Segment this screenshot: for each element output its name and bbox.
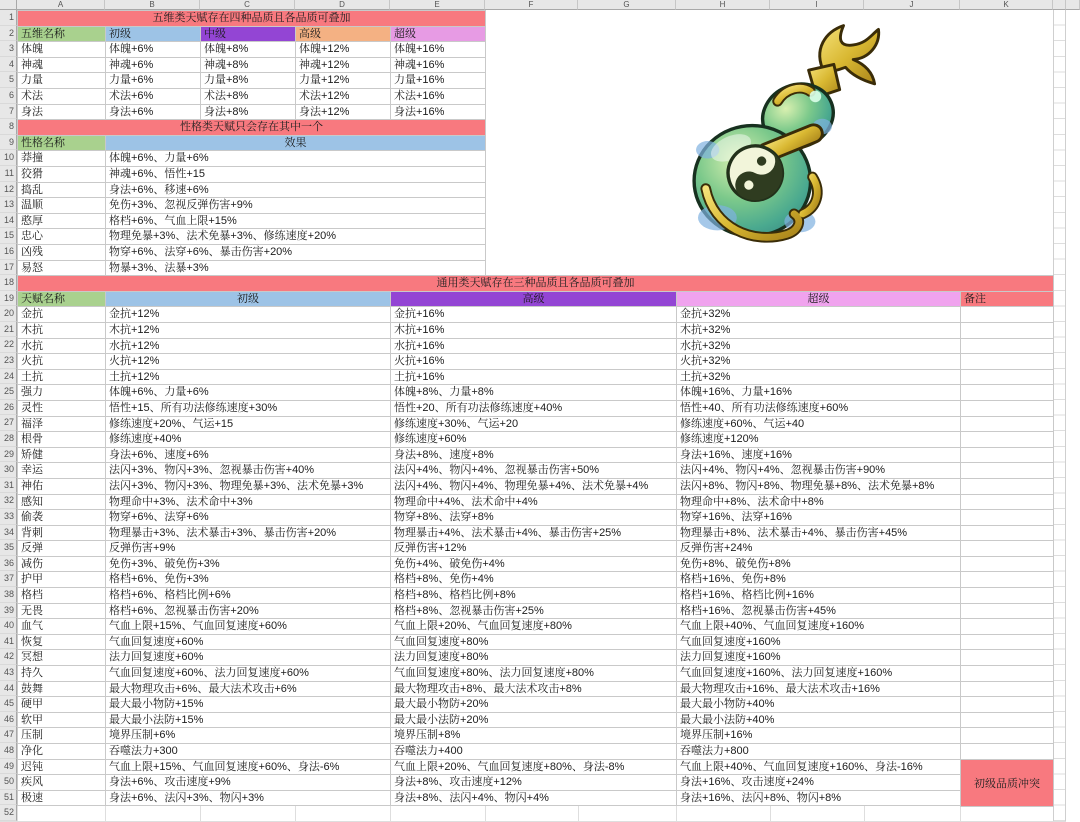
row-header-8[interactable]: 8 bbox=[0, 119, 17, 135]
talent-value-cell[interactable]: 水抗+16% bbox=[391, 339, 677, 355]
column-header-F[interactable]: F bbox=[485, 0, 578, 10]
talent-value-cell[interactable]: 修练速度+120% bbox=[677, 432, 961, 448]
talent-value-cell[interactable]: 物理免暴+3%、法术免暴+3%、修练速度+20% bbox=[106, 229, 486, 245]
talent-name-cell[interactable]: 极速 bbox=[18, 791, 106, 807]
talent-value-cell[interactable] bbox=[961, 619, 1054, 635]
row-header-49[interactable]: 49 bbox=[0, 759, 17, 775]
talent-value-cell[interactable]: 格档+8%、免伤+4% bbox=[391, 572, 677, 588]
talent-value-cell[interactable]: 气血回复速度+60%、法力回复速度+60% bbox=[106, 666, 391, 682]
talent-value-cell[interactable]: 神魂+12% bbox=[296, 58, 391, 74]
row-header-18[interactable]: 18 bbox=[0, 275, 17, 291]
talent-value-cell[interactable]: 修练速度+40% bbox=[106, 432, 391, 448]
talent-value-cell[interactable]: 体魄+8%、力量+8% bbox=[391, 385, 677, 401]
talent-value-cell[interactable]: 物理命中+8%、法术命中+8% bbox=[677, 495, 961, 511]
row-header-7[interactable]: 7 bbox=[0, 104, 17, 120]
header-cell[interactable]: 备注 bbox=[961, 292, 1054, 308]
header-cell[interactable]: 超级 bbox=[391, 27, 486, 43]
talent-value-cell[interactable]: 格档+6%、气血上限+15% bbox=[106, 214, 486, 230]
column-header-clipped[interactable] bbox=[1066, 0, 1080, 10]
talent-value-cell[interactable]: 吞噬法力+300 bbox=[106, 744, 391, 760]
header-cell[interactable]: 超级 bbox=[677, 292, 961, 308]
row-header-30[interactable]: 30 bbox=[0, 462, 17, 478]
talent-value-cell[interactable]: 格档+16%、免伤+8% bbox=[677, 572, 961, 588]
talent-value-cell[interactable]: 最大物理攻击+6%、最大法术攻击+6% bbox=[106, 682, 391, 698]
talent-value-cell[interactable]: 最大最小法防+20% bbox=[391, 713, 677, 729]
row-header-6[interactable]: 6 bbox=[0, 88, 17, 104]
talent-name-cell[interactable]: 格档 bbox=[18, 588, 106, 604]
note-merged-cell[interactable]: 初级品质冲突 bbox=[960, 759, 1054, 807]
column-header-K[interactable]: K bbox=[960, 0, 1053, 10]
talent-value-cell[interactable]: 身法+16% bbox=[391, 105, 486, 121]
talent-value-cell[interactable]: 法力回复速度+160% bbox=[677, 650, 961, 666]
row-header-13[interactable]: 13 bbox=[0, 197, 17, 213]
gridline-tick bbox=[295, 806, 296, 822]
row-header-22[interactable]: 22 bbox=[0, 337, 17, 353]
talent-value-cell[interactable]: 反弹伤害+24% bbox=[677, 541, 961, 557]
talent-value-cell[interactable]: 免伤+8%、破免伤+8% bbox=[677, 557, 961, 573]
talent-value-cell[interactable]: 神魂+6% bbox=[106, 58, 201, 74]
talent-value-cell[interactable]: 金抗+12% bbox=[106, 307, 391, 323]
row-header-15[interactable]: 15 bbox=[0, 228, 17, 244]
talent-value-cell[interactable] bbox=[961, 635, 1054, 651]
talent-value-cell[interactable]: 境界压制+6% bbox=[106, 728, 391, 744]
column-header-H[interactable]: H bbox=[676, 0, 770, 10]
column-header-E[interactable]: E bbox=[390, 0, 485, 10]
talent-value-cell[interactable]: 修练速度+20%、气运+15 bbox=[106, 417, 391, 433]
talent-name-cell[interactable]: 压制 bbox=[18, 728, 106, 744]
talent-value-cell[interactable]: 身法+16%、法闪+8%、物闪+8% bbox=[677, 791, 961, 807]
talent-value-cell[interactable]: 免伤+4%、破免伤+4% bbox=[391, 557, 677, 573]
talent-name-cell[interactable]: 鼓舞 bbox=[18, 682, 106, 698]
talent-value-cell[interactable] bbox=[961, 510, 1054, 526]
talent-name-cell[interactable]: 火抗 bbox=[18, 354, 106, 370]
talent-value-cell[interactable]: 身法+6%、速度+6% bbox=[106, 448, 391, 464]
column-header-C[interactable]: C bbox=[200, 0, 295, 10]
talent-value-cell[interactable]: 力量+8% bbox=[201, 73, 296, 89]
row-header-19[interactable]: 19 bbox=[0, 291, 17, 307]
talent-value-cell[interactable]: 物穿+6%、法穿+6%、暴击伤害+20% bbox=[106, 245, 486, 261]
talent-value-cell[interactable] bbox=[961, 604, 1054, 620]
column-header-G[interactable]: G bbox=[578, 0, 676, 10]
row-header-4[interactable]: 4 bbox=[0, 57, 17, 73]
talent-value-cell[interactable] bbox=[961, 697, 1054, 713]
talent-value-cell[interactable]: 法力回复速度+80% bbox=[391, 650, 677, 666]
talent-value-cell[interactable] bbox=[961, 728, 1054, 744]
talent-value-cell[interactable]: 身法+16%、攻击速度+24% bbox=[677, 775, 961, 791]
gridline-tick bbox=[676, 806, 677, 822]
header-cell[interactable]: 初级 bbox=[106, 292, 391, 308]
row-header-42[interactable]: 42 bbox=[0, 649, 17, 665]
talent-value-cell[interactable]: 悟性+40、所有功法修练速度+60% bbox=[677, 401, 961, 417]
column-headers bbox=[17, 0, 1080, 10]
talent-value-cell[interactable]: 最大最小物防+40% bbox=[677, 697, 961, 713]
row-header-34[interactable]: 34 bbox=[0, 525, 17, 541]
talent-value-cell[interactable]: 悟性+20、所有功法修练速度+40% bbox=[391, 401, 677, 417]
talent-value-cell[interactable]: 火抗+12% bbox=[106, 354, 391, 370]
row-header-20[interactable]: 20 bbox=[0, 306, 17, 322]
talent-value-cell[interactable]: 气血回复速度+80% bbox=[391, 635, 677, 651]
talent-value-cell[interactable]: 法闪+3%、物闪+3%、物理免暴+3%、法术免暴+3% bbox=[106, 479, 391, 495]
talent-value-cell[interactable]: 神魂+6%、悟性+15 bbox=[106, 167, 486, 183]
talent-value-cell[interactable] bbox=[961, 385, 1054, 401]
talent-name-cell[interactable]: 冥想 bbox=[18, 650, 106, 666]
gridline-tick bbox=[770, 806, 771, 822]
row-header-35[interactable]: 35 bbox=[0, 540, 17, 556]
talent-value-cell[interactable]: 最大最小物防+15% bbox=[106, 697, 391, 713]
header-cell[interactable]: 性格名称 bbox=[18, 136, 106, 152]
talent-value-cell[interactable]: 身法+6%、移速+6% bbox=[106, 183, 486, 199]
talent-value-cell[interactable]: 身法+8% bbox=[201, 105, 296, 121]
talent-value-cell[interactable]: 最大最小法防+40% bbox=[677, 713, 961, 729]
talent-name-cell[interactable]: 根骨 bbox=[18, 432, 106, 448]
talent-value-cell[interactable]: 水抗+12% bbox=[106, 339, 391, 355]
talent-name-cell[interactable]: 硬甲 bbox=[18, 697, 106, 713]
talent-name-cell[interactable]: 背刺 bbox=[18, 526, 106, 542]
row-header-32[interactable]: 32 bbox=[0, 493, 17, 509]
talent-name-cell[interactable]: 莽撞 bbox=[18, 151, 106, 167]
header-cell[interactable]: 初级 bbox=[106, 27, 201, 43]
row-header-48[interactable]: 48 bbox=[0, 743, 17, 759]
talent-name-cell[interactable]: 水抗 bbox=[18, 339, 106, 355]
row-header-44[interactable]: 44 bbox=[0, 681, 17, 697]
talent-value-cell[interactable]: 物穿+8%、法穿+8% bbox=[391, 510, 677, 526]
talent-value-cell[interactable]: 法闪+4%、物闪+4%、物理免暴+4%、法术免暴+4% bbox=[391, 479, 677, 495]
talent-name-cell[interactable]: 持久 bbox=[18, 666, 106, 682]
talent-value-cell[interactable]: 反弹伤害+9% bbox=[106, 541, 391, 557]
gridline-tick bbox=[578, 806, 579, 822]
talent-value-cell[interactable]: 悟性+15、所有功法修练速度+30% bbox=[106, 401, 391, 417]
talent-value-cell[interactable]: 神魂+16% bbox=[391, 58, 486, 74]
talent-value-cell[interactable] bbox=[961, 572, 1054, 588]
talent-name-cell[interactable]: 恢复 bbox=[18, 635, 106, 651]
talent-name-cell[interactable]: 迟钝 bbox=[18, 760, 106, 776]
column-header-I[interactable]: I bbox=[770, 0, 864, 10]
talent-name-cell[interactable]: 憨厚 bbox=[18, 214, 106, 230]
talent-value-cell[interactable]: 金抗+32% bbox=[677, 307, 961, 323]
talent-value-cell[interactable]: 身法+8%、攻击速度+12% bbox=[391, 775, 677, 791]
talent-name-cell[interactable]: 软甲 bbox=[18, 713, 106, 729]
talent-value-cell[interactable]: 水抗+32% bbox=[677, 339, 961, 355]
talent-value-cell[interactable]: 吞噬法力+800 bbox=[677, 744, 961, 760]
gridline-tick bbox=[390, 806, 391, 822]
row-header-14[interactable]: 14 bbox=[0, 213, 17, 229]
row-header-23[interactable]: 23 bbox=[0, 353, 17, 369]
talent-value-cell[interactable]: 格档+6%、格档比例+6% bbox=[106, 588, 391, 604]
row-header-33[interactable]: 33 bbox=[0, 509, 17, 525]
gridline-tick bbox=[960, 806, 961, 822]
header-cell[interactable]: 中级 bbox=[201, 27, 296, 43]
row-header-50[interactable]: 50 bbox=[0, 774, 17, 790]
personality-talent-table bbox=[17, 119, 486, 276]
talent-value-cell[interactable]: 物理暴击+8%、法术暴击+4%、暴击伤害+45% bbox=[677, 526, 961, 542]
talent-value-cell[interactable]: 体魄+6%、力量+6% bbox=[106, 385, 391, 401]
talent-value-cell[interactable]: 境界压制+16% bbox=[677, 728, 961, 744]
header-cell[interactable]: 高级 bbox=[391, 292, 677, 308]
row-header-39[interactable]: 39 bbox=[0, 603, 17, 619]
talent-value-cell[interactable]: 气血上限+15%、气血回复速度+60% bbox=[106, 619, 391, 635]
talent-value-cell[interactable] bbox=[961, 557, 1054, 573]
talent-value-cell[interactable]: 体魄+6% bbox=[106, 42, 201, 58]
talent-value-cell[interactable]: 境界压制+8% bbox=[391, 728, 677, 744]
row-header-26[interactable]: 26 bbox=[0, 400, 17, 416]
talent-value-cell[interactable]: 法闪+4%、物闪+4%、忽视暴击伤害+90% bbox=[677, 463, 961, 479]
row-header-38[interactable]: 38 bbox=[0, 587, 17, 603]
talent-value-cell[interactable]: 身法+6%、法闪+3%、物闪+3% bbox=[106, 791, 391, 807]
talent-value-cell[interactable]: 术法+12% bbox=[296, 89, 391, 105]
talent-value-cell[interactable]: 物穿+6%、法穿+6% bbox=[106, 510, 391, 526]
row-header-10[interactable]: 10 bbox=[0, 150, 17, 166]
table-title-cell[interactable]: 五维类天赋存在四种品质且各品质可叠加 bbox=[18, 11, 486, 27]
talent-value-cell[interactable]: 体魄+16% bbox=[391, 42, 486, 58]
gridline-tick bbox=[200, 806, 201, 822]
talent-value-cell[interactable]: 身法+12% bbox=[296, 105, 391, 121]
talent-value-cell[interactable]: 最大物理攻击+16%、最大法术攻击+16% bbox=[677, 682, 961, 698]
talent-value-cell[interactable]: 体魄+8% bbox=[201, 42, 296, 58]
header-cell[interactable]: 五维名称 bbox=[18, 27, 106, 43]
talent-value-cell[interactable]: 神魂+8% bbox=[201, 58, 296, 74]
talent-value-cell[interactable]: 物理命中+4%、法术命中+4% bbox=[391, 495, 677, 511]
table-title-cell[interactable]: 性格类天赋只会存在其中一个 bbox=[18, 120, 486, 136]
talent-value-cell[interactable]: 术法+16% bbox=[391, 89, 486, 105]
talent-name-cell[interactable]: 血气 bbox=[18, 619, 106, 635]
talent-value-cell[interactable]: 格档+6%、免伤+3% bbox=[106, 572, 391, 588]
talent-value-cell[interactable]: 修练速度+60% bbox=[391, 432, 677, 448]
talent-value-cell[interactable]: 木抗+32% bbox=[677, 323, 961, 339]
gridline-tick bbox=[17, 806, 18, 822]
header-cell[interactable]: 效果 bbox=[106, 136, 486, 152]
talent-value-cell[interactable] bbox=[961, 323, 1054, 339]
talent-value-cell[interactable] bbox=[961, 417, 1054, 433]
talent-name-cell[interactable]: 感知 bbox=[18, 495, 106, 511]
talent-value-cell[interactable] bbox=[961, 744, 1054, 760]
talent-name-cell[interactable]: 幸运 bbox=[18, 463, 106, 479]
row-header-1[interactable]: 1 bbox=[0, 10, 17, 26]
talent-value-cell[interactable]: 木抗+12% bbox=[106, 323, 391, 339]
talent-value-cell[interactable] bbox=[961, 495, 1054, 511]
talent-name-cell[interactable]: 灵性 bbox=[18, 401, 106, 417]
talent-name-cell[interactable]: 矫健 bbox=[18, 448, 106, 464]
gridline-tick bbox=[485, 806, 486, 822]
talent-value-cell[interactable]: 术法+6% bbox=[106, 89, 201, 105]
row-headers bbox=[0, 10, 17, 821]
talent-name-cell[interactable]: 凶残 bbox=[18, 245, 106, 261]
talent-name-cell[interactable]: 体魄 bbox=[18, 42, 106, 58]
row-header-17[interactable]: 17 bbox=[0, 260, 17, 276]
talent-name-cell[interactable]: 忠心 bbox=[18, 229, 106, 245]
talent-value-cell[interactable] bbox=[961, 432, 1054, 448]
talent-name-cell[interactable]: 偷袭 bbox=[18, 510, 106, 526]
talent-value-cell[interactable]: 物理暴击+4%、法术暴击+4%、暴击伤害+25% bbox=[391, 526, 677, 542]
talent-value-cell[interactable]: 气血上限+20%、气血回复速度+80% bbox=[391, 619, 677, 635]
talent-value-cell[interactable]: 最大最小法防+15% bbox=[106, 713, 391, 729]
column-header-B[interactable]: B bbox=[105, 0, 200, 10]
talent-name-cell[interactable]: 疾风 bbox=[18, 775, 106, 791]
talent-value-cell[interactable] bbox=[961, 307, 1054, 323]
talent-value-cell[interactable] bbox=[961, 463, 1054, 479]
five-dim-talent-table bbox=[17, 10, 486, 120]
talent-value-cell[interactable]: 体魄+16%、力量+16% bbox=[677, 385, 961, 401]
talent-value-cell[interactable]: 法闪+4%、物闪+4%、忽视暴击伤害+50% bbox=[391, 463, 677, 479]
talent-value-cell[interactable] bbox=[961, 682, 1054, 698]
talent-name-cell[interactable]: 易怒 bbox=[18, 261, 106, 277]
talent-name-cell[interactable]: 狡猾 bbox=[18, 167, 106, 183]
talent-name-cell[interactable]: 反弹 bbox=[18, 541, 106, 557]
talent-name-cell[interactable]: 木抗 bbox=[18, 323, 106, 339]
gridline-tick bbox=[105, 806, 106, 822]
talent-value-cell[interactable]: 气血回复速度+80%、法力回复速度+80% bbox=[391, 666, 677, 682]
talent-value-cell[interactable]: 力量+6% bbox=[106, 73, 201, 89]
row-header-40[interactable]: 40 bbox=[0, 618, 17, 634]
talent-value-cell[interactable] bbox=[961, 354, 1054, 370]
row-header-46[interactable]: 46 bbox=[0, 712, 17, 728]
talent-value-cell[interactable]: 气血回复速度+160% bbox=[677, 635, 961, 651]
talent-value-cell[interactable]: 力量+16% bbox=[391, 73, 486, 89]
row-header-9[interactable]: 9 bbox=[0, 135, 17, 151]
talent-value-cell[interactable]: 力量+12% bbox=[296, 73, 391, 89]
talent-name-cell[interactable]: 土抗 bbox=[18, 370, 106, 386]
talent-value-cell[interactable]: 身法+6% bbox=[106, 105, 201, 121]
gourd-image[interactable] bbox=[622, 12, 904, 274]
talent-value-cell[interactable]: 气血回复速度+60% bbox=[106, 635, 391, 651]
talent-value-cell[interactable]: 气血回复速度+160%、法力回复速度+160% bbox=[677, 666, 961, 682]
row-header-28[interactable]: 28 bbox=[0, 431, 17, 447]
row-header-37[interactable]: 37 bbox=[0, 571, 17, 587]
row-header-21[interactable]: 21 bbox=[0, 322, 17, 338]
column-header-A[interactable]: A bbox=[17, 0, 105, 10]
row-header-51[interactable]: 51 bbox=[0, 790, 17, 806]
header-cell[interactable]: 高级 bbox=[296, 27, 391, 43]
table-title-cell[interactable]: 通用类天赋存在三种品质且各品质可叠加 bbox=[18, 276, 1054, 292]
talent-name-cell[interactable]: 术法 bbox=[18, 89, 106, 105]
talent-name-cell[interactable]: 力量 bbox=[18, 73, 106, 89]
talent-value-cell[interactable]: 物理暴击+3%、法术暴击+3%、暴击伤害+20% bbox=[106, 526, 391, 542]
talent-name-cell[interactable]: 减伤 bbox=[18, 557, 106, 573]
row-header-12[interactable]: 12 bbox=[0, 182, 17, 198]
row-header-45[interactable]: 45 bbox=[0, 696, 17, 712]
talent-name-cell[interactable]: 福泽 bbox=[18, 417, 106, 433]
row-header-11[interactable]: 11 bbox=[0, 166, 17, 182]
talent-name-cell[interactable]: 净化 bbox=[18, 744, 106, 760]
talent-value-cell[interactable]: 物穿+16%、法穿+16% bbox=[677, 510, 961, 526]
row-header-5[interactable]: 5 bbox=[0, 72, 17, 88]
talent-name-cell[interactable]: 捣乱 bbox=[18, 183, 106, 199]
row-header-47[interactable]: 47 bbox=[0, 727, 17, 743]
talent-name-cell[interactable]: 护甲 bbox=[18, 572, 106, 588]
talent-value-cell[interactable]: 格档+6%、忽视暴击伤害+20% bbox=[106, 604, 391, 620]
row-header-16[interactable]: 16 bbox=[0, 244, 17, 260]
row-header-27[interactable]: 27 bbox=[0, 415, 17, 431]
talent-value-cell[interactable]: 体魄+12% bbox=[296, 42, 391, 58]
row-header-2[interactable]: 2 bbox=[0, 26, 17, 42]
select-all-corner[interactable] bbox=[0, 0, 17, 10]
talent-name-cell[interactable]: 金抗 bbox=[18, 307, 106, 323]
talent-name-cell[interactable]: 身法 bbox=[18, 105, 106, 121]
talent-value-cell[interactable]: 法闪+8%、物闪+8%、物理免暴+8%、法术免暴+8% bbox=[677, 479, 961, 495]
talent-value-cell[interactable] bbox=[961, 526, 1054, 542]
talent-value-cell[interactable]: 土抗+16% bbox=[391, 370, 677, 386]
talent-value-cell[interactable]: 气血上限+40%、气血回复速度+160%、身法-16% bbox=[677, 760, 961, 776]
talent-value-cell[interactable]: 体魄+6%、力量+6% bbox=[106, 151, 486, 167]
talent-value-cell[interactable] bbox=[961, 713, 1054, 729]
gridline-tick bbox=[864, 806, 865, 822]
talent-value-cell[interactable]: 土抗+12% bbox=[106, 370, 391, 386]
talent-value-cell[interactable]: 格档+8%、忽视暴击伤害+25% bbox=[391, 604, 677, 620]
row-header-43[interactable]: 43 bbox=[0, 665, 17, 681]
talent-value-cell[interactable] bbox=[961, 339, 1054, 355]
talent-name-cell[interactable]: 强力 bbox=[18, 385, 106, 401]
talent-value-cell[interactable]: 法力回复速度+60% bbox=[106, 650, 391, 666]
talent-value-cell[interactable]: 土抗+32% bbox=[677, 370, 961, 386]
talent-name-cell[interactable]: 神佑 bbox=[18, 479, 106, 495]
talent-value-cell[interactable]: 最大最小物防+20% bbox=[391, 697, 677, 713]
column-header-J[interactable]: J bbox=[864, 0, 960, 10]
talent-value-cell[interactable]: 火抗+32% bbox=[677, 354, 961, 370]
talent-value-cell[interactable]: 格档+16%、忽视暴击伤害+45% bbox=[677, 604, 961, 620]
row-header-29[interactable]: 29 bbox=[0, 447, 17, 463]
talent-value-cell[interactable]: 木抗+16% bbox=[391, 323, 677, 339]
talent-name-cell[interactable]: 温顺 bbox=[18, 198, 106, 214]
talent-value-cell[interactable]: 身法+8%、法闪+4%、物闪+4% bbox=[391, 791, 677, 807]
talent-value-cell[interactable]: 法闪+3%、物闪+3%、忽视暴击伤害+40% bbox=[106, 463, 391, 479]
talent-value-cell[interactable]: 气血上限+15%、气血回复速度+60%、身法-6% bbox=[106, 760, 391, 776]
header-cell[interactable]: 天赋名称 bbox=[18, 292, 106, 308]
talent-value-cell[interactable] bbox=[961, 588, 1054, 604]
talent-value-cell[interactable]: 身法+6%、攻击速度+9% bbox=[106, 775, 391, 791]
talent-value-cell[interactable]: 免伤+3%、忽视反弹伤害+9% bbox=[106, 198, 486, 214]
general-talent-table bbox=[17, 275, 1054, 806]
row-header-41[interactable]: 41 bbox=[0, 634, 17, 650]
talent-value-cell[interactable]: 修练速度+60%、气运+40 bbox=[677, 417, 961, 433]
talent-name-cell[interactable]: 神魂 bbox=[18, 58, 106, 74]
row-header-52[interactable]: 52 bbox=[0, 805, 17, 821]
talent-value-cell[interactable]: 火抗+16% bbox=[391, 354, 677, 370]
gourd-glow-dot bbox=[810, 91, 822, 103]
talent-value-cell[interactable] bbox=[961, 448, 1054, 464]
talent-value-cell[interactable]: 气血上限+40%、气血回复速度+160% bbox=[677, 619, 961, 635]
talent-value-cell[interactable]: 气血上限+20%、气血回复速度+80%、身法-8% bbox=[391, 760, 677, 776]
talent-value-cell[interactable]: 术法+8% bbox=[201, 89, 296, 105]
column-header-clipped[interactable] bbox=[1053, 0, 1066, 10]
talent-value-cell[interactable]: 物暴+3%、法暴+3% bbox=[106, 261, 486, 277]
talent-value-cell[interactable]: 金抗+16% bbox=[391, 307, 677, 323]
gridlines-right-strip bbox=[1053, 10, 1066, 822]
talent-value-cell[interactable]: 格档+8%、格档比例+8% bbox=[391, 588, 677, 604]
talent-value-cell[interactable] bbox=[961, 666, 1054, 682]
row-header-24[interactable]: 24 bbox=[0, 369, 17, 385]
talent-value-cell[interactable]: 反弹伤害+12% bbox=[391, 541, 677, 557]
talent-value-cell[interactable]: 吞噬法力+400 bbox=[391, 744, 677, 760]
talent-value-cell[interactable] bbox=[961, 401, 1054, 417]
talent-value-cell[interactable] bbox=[961, 541, 1054, 557]
talent-value-cell[interactable]: 身法+8%、速度+8% bbox=[391, 448, 677, 464]
row-header-25[interactable]: 25 bbox=[0, 384, 17, 400]
row-header-31[interactable]: 31 bbox=[0, 478, 17, 494]
talent-value-cell[interactable]: 身法+16%、速度+16% bbox=[677, 448, 961, 464]
talent-value-cell[interactable]: 物理命中+3%、法术命中+3% bbox=[106, 495, 391, 511]
talent-name-cell[interactable]: 无畏 bbox=[18, 604, 106, 620]
talent-value-cell[interactable]: 格档+16%、格档比例+16% bbox=[677, 588, 961, 604]
row-header-36[interactable]: 36 bbox=[0, 556, 17, 572]
talent-value-cell[interactable] bbox=[961, 479, 1054, 495]
talent-value-cell[interactable] bbox=[961, 650, 1054, 666]
talent-value-cell[interactable]: 修练速度+30%、气运+20 bbox=[391, 417, 677, 433]
talent-value-cell[interactable]: 最大物理攻击+8%、最大法术攻击+8% bbox=[391, 682, 677, 698]
talent-value-cell[interactable] bbox=[961, 370, 1054, 386]
row-header-3[interactable]: 3 bbox=[0, 41, 17, 57]
talent-value-cell[interactable]: 免伤+3%、破免伤+3% bbox=[106, 557, 391, 573]
column-header-D[interactable]: D bbox=[295, 0, 390, 10]
